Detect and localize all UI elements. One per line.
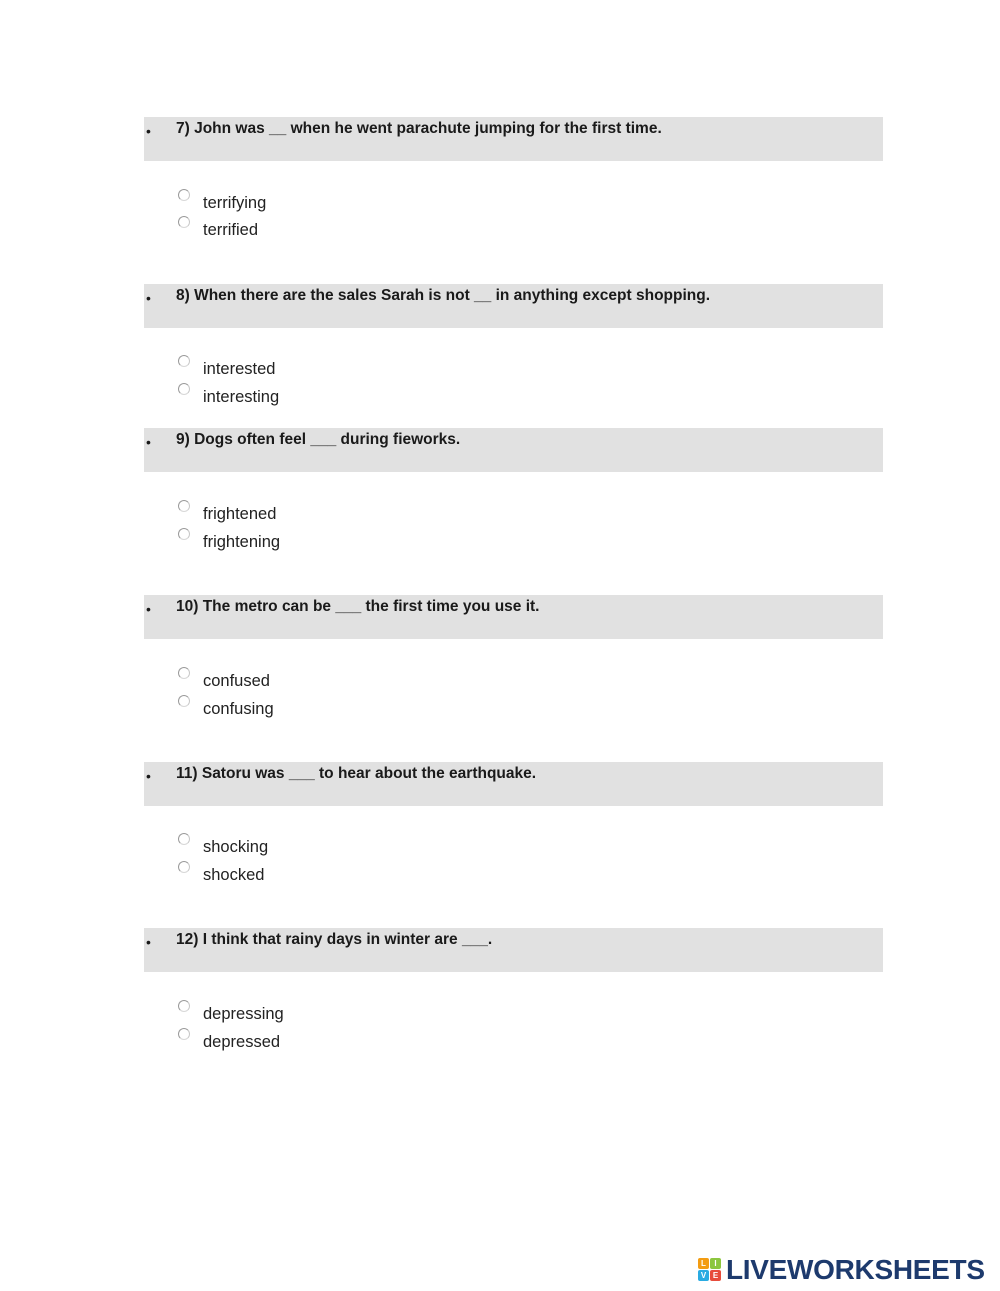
option-terrifying[interactable] xyxy=(178,189,478,211)
logo-block-i: I xyxy=(710,1258,721,1269)
bullet: • xyxy=(146,290,151,306)
radio-button[interactable] xyxy=(178,528,190,540)
question-text: 9) Dogs often feel ___ during fieworks. xyxy=(176,431,461,448)
option-confused[interactable] xyxy=(178,667,478,689)
option-shocked[interactable] xyxy=(178,861,478,883)
option-depressed[interactable] xyxy=(178,1028,478,1050)
option-label[interactable]: frightening xyxy=(203,533,281,551)
radio-button[interactable] xyxy=(178,500,190,512)
radio-button[interactable] xyxy=(178,216,190,228)
logo-block-l: L xyxy=(698,1258,709,1269)
logo-block-v: V xyxy=(698,1270,709,1281)
option-label[interactable]: depressed xyxy=(203,1033,281,1051)
radio-button[interactable] xyxy=(178,189,190,201)
liveworksheets-logo xyxy=(698,1254,994,1286)
option-interested[interactable] xyxy=(178,355,478,377)
option-label[interactable]: shocking xyxy=(203,838,269,856)
option-depressing[interactable] xyxy=(178,1000,478,1022)
bullet: • xyxy=(146,934,151,950)
question-text: 12) I think that rainy days in winter are ___. xyxy=(176,931,493,948)
bullet: • xyxy=(146,768,151,784)
option-label[interactable]: confusing xyxy=(203,700,274,718)
logo-text: LIVEWORKSHEETS xyxy=(726,1254,985,1285)
option-label[interactable]: interesting xyxy=(203,388,280,406)
question-text: 10) The metro can be ___ the first time you use it. xyxy=(176,598,540,615)
logo-blocks-icon xyxy=(698,1258,722,1282)
option-label[interactable]: interested xyxy=(203,360,276,378)
radio-button[interactable] xyxy=(178,1028,190,1040)
option-label[interactable]: terrifying xyxy=(203,194,267,212)
radio-button[interactable] xyxy=(178,667,190,679)
logo-block-e: E xyxy=(710,1270,721,1281)
radio-button[interactable] xyxy=(178,383,190,395)
bullet: • xyxy=(146,434,151,450)
option-label[interactable]: shocked xyxy=(203,866,265,884)
bullet: • xyxy=(146,601,151,617)
option-terrified[interactable] xyxy=(178,216,478,238)
radio-button[interactable] xyxy=(178,861,190,873)
question-text: 8) When there are the sales Sarah is not __ in anything except shopping. xyxy=(176,287,711,304)
option-interesting[interactable] xyxy=(178,383,478,405)
question-text: 11) Satoru was ___ to hear about the earthquake. xyxy=(176,765,537,782)
option-label[interactable]: confused xyxy=(203,672,270,690)
option-frightening[interactable] xyxy=(178,528,478,550)
option-label[interactable]: depressing xyxy=(203,1005,284,1023)
radio-button[interactable] xyxy=(178,355,190,367)
option-frightened[interactable] xyxy=(178,500,478,522)
radio-button[interactable] xyxy=(178,1000,190,1012)
option-label[interactable]: frightened xyxy=(203,505,277,523)
radio-button[interactable] xyxy=(178,695,190,707)
option-confusing[interactable] xyxy=(178,695,478,717)
radio-button[interactable] xyxy=(178,833,190,845)
bullet: • xyxy=(146,123,151,139)
option-shocking[interactable] xyxy=(178,833,478,855)
option-label[interactable]: terrified xyxy=(203,221,259,239)
question-text: 7) John was __ when he went parachute jumping for the first time. xyxy=(176,120,662,137)
